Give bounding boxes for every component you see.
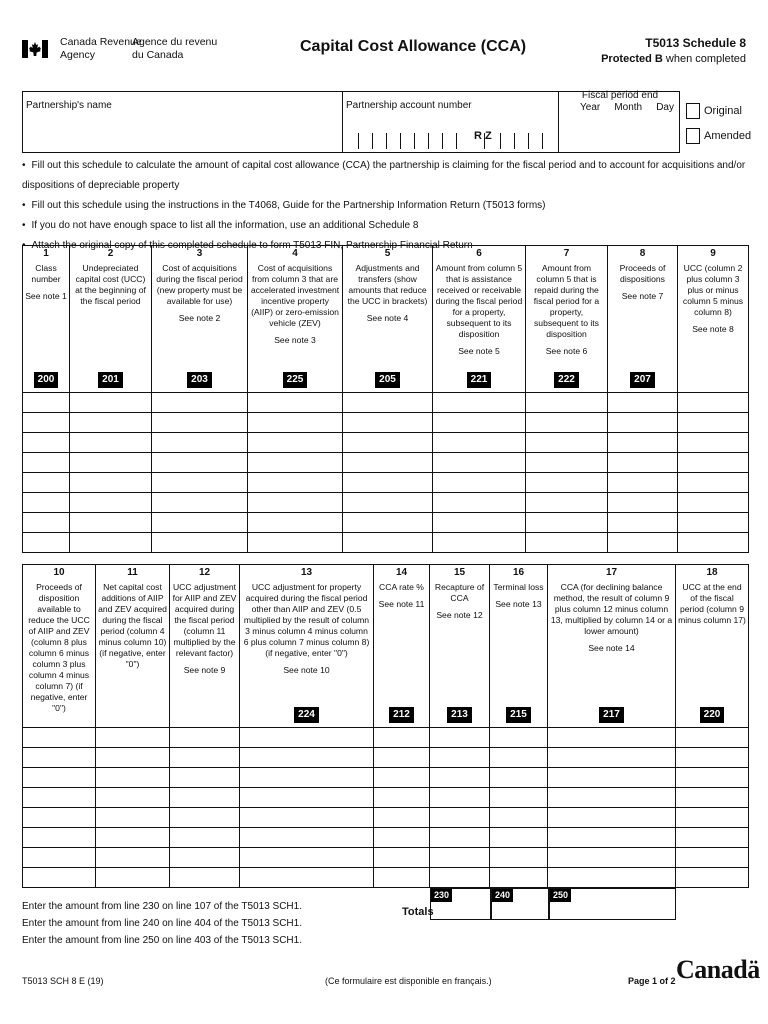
table-row [23, 473, 749, 493]
code-250: 250 [550, 889, 571, 902]
column-description: Proceeds of dispositions [619, 263, 666, 284]
table-cell[interactable] [374, 788, 430, 808]
table-cell[interactable] [433, 513, 526, 533]
table-cell[interactable] [343, 533, 433, 553]
table-cell[interactable] [608, 453, 678, 473]
table-cell[interactable] [676, 768, 749, 788]
column-note: See note 13 [495, 599, 542, 609]
table-cell[interactable] [343, 453, 433, 473]
table-cell[interactable] [548, 728, 676, 748]
table-cell[interactable] [490, 828, 548, 848]
instructions-list [22, 156, 768, 256]
line-code-207: 207 [630, 372, 655, 388]
table-cell[interactable] [430, 788, 490, 808]
table-cell[interactable] [240, 848, 374, 868]
table-cell[interactable] [526, 453, 608, 473]
table-cell[interactable] [23, 728, 96, 748]
table-row [23, 533, 749, 553]
table-cell[interactable] [23, 868, 96, 888]
table-cell[interactable] [548, 808, 676, 828]
table-cell[interactable] [676, 728, 749, 748]
table-cell[interactable] [608, 533, 678, 553]
column-note: See note 10 [283, 665, 330, 675]
table-cell[interactable] [490, 748, 548, 768]
cca-table-part-2 [22, 564, 749, 888]
column-description: UCC (column 2 plus column 3 plus or minus column 5 minus column 8) [682, 263, 744, 317]
table-cell[interactable] [96, 788, 170, 808]
table-cell[interactable] [526, 533, 608, 553]
column-description: Terminal loss [493, 582, 544, 592]
table-cell[interactable] [343, 513, 433, 533]
table-cell[interactable] [240, 868, 374, 888]
table-cell[interactable] [23, 493, 70, 513]
table-cell[interactable] [343, 493, 433, 513]
line-code-201: 201 [98, 372, 123, 388]
column-header-18 [676, 565, 749, 728]
table-cell[interactable] [96, 828, 170, 848]
column-note: See note 4 [366, 313, 409, 323]
table-cell[interactable] [548, 748, 676, 768]
table-cell[interactable] [490, 768, 548, 788]
column-header-16 [490, 565, 548, 728]
table-cell[interactable] [152, 393, 248, 413]
column-header-13 [240, 565, 374, 728]
cca-table-part-1 [22, 245, 749, 553]
column-description: Cost of acquisitions during the fiscal period (new property must be available for use) [156, 263, 243, 306]
month-label: Month [614, 102, 643, 113]
table-cell[interactable] [343, 433, 433, 453]
column-description: Cost of acquisitions from column 3 that are accelerated investment incentive property (AIIP) or zero-emission vehicle (ZEV) [250, 263, 340, 328]
column-header-4 [248, 246, 343, 393]
column-header-3 [152, 246, 248, 393]
table-cell[interactable] [430, 768, 490, 788]
canada-flag-icon [22, 40, 48, 58]
table-cell[interactable] [170, 788, 240, 808]
table-cell[interactable] [170, 868, 240, 888]
column-note: See note 7 [621, 291, 664, 301]
table-cell[interactable] [70, 453, 152, 473]
form-title: Capital Cost Allowance (CCA) [300, 38, 527, 55]
table-cell[interactable] [23, 768, 96, 788]
column-description: Amount from column 5 that is repaid during the fiscal period for a property, subsequent to its disposition [533, 263, 600, 339]
table-cell[interactable] [23, 433, 70, 453]
column-note: See note 1 [25, 291, 67, 301]
table-cell[interactable] [70, 533, 152, 553]
column-number: 16 [512, 567, 525, 578]
column-header-15 [430, 565, 490, 728]
table-cell[interactable] [170, 808, 240, 828]
column-note: See note 5 [458, 346, 500, 356]
table-cell[interactable] [430, 748, 490, 768]
column-number: 14 [395, 567, 408, 578]
column-number: 1 [43, 248, 49, 259]
column-description: Adjustments and transfers (show amounts that reduce the UCC in brackets) [347, 263, 428, 306]
table-cell[interactable] [608, 493, 678, 513]
column-note: See note 3 [274, 335, 316, 345]
table-cell[interactable] [430, 728, 490, 748]
form-number: T5013 SCH 8 E (19) [22, 976, 104, 986]
table-cell[interactable] [240, 728, 374, 748]
table-cell[interactable] [152, 413, 248, 433]
table-cell[interactable] [433, 453, 526, 473]
table-cell[interactable] [430, 868, 490, 888]
original-checkbox[interactable] [686, 103, 700, 119]
table-cell[interactable] [170, 748, 240, 768]
table-cell[interactable] [96, 868, 170, 888]
column-number: 3 [196, 248, 203, 259]
table-cell[interactable] [96, 748, 170, 768]
column-description: UCC adjustment for AIIP and ZEV acquired during the fiscal period (column 11 multiplied by the relevant factor) [172, 582, 237, 658]
table-row [23, 413, 749, 433]
column-number: 10 [53, 567, 65, 578]
french-availability-note: (Ce formulaire est disponible en français.) [325, 976, 492, 986]
column-note: See note 14 [588, 643, 635, 653]
column-number: 17 [605, 567, 618, 578]
column-number: 8 [639, 248, 646, 259]
line-code-212: 212 [389, 707, 414, 723]
table-cell[interactable] [374, 848, 430, 868]
table-cell[interactable] [608, 433, 678, 453]
table-cell[interactable] [23, 748, 96, 768]
protected-label: Protected B when completed [601, 53, 746, 65]
line-code-215: 215 [506, 707, 531, 723]
table-cell[interactable] [678, 453, 749, 473]
line-code-217: 217 [599, 707, 624, 723]
table-cell[interactable] [170, 828, 240, 848]
amended-checkbox[interactable] [686, 128, 700, 144]
table-row [23, 848, 749, 868]
table-row [23, 393, 749, 413]
table-cell[interactable] [676, 868, 749, 888]
code-230: 230 [431, 889, 452, 902]
column-header-7 [526, 246, 608, 393]
column-number: 5 [384, 248, 391, 259]
amended-label: Amended [704, 130, 752, 142]
column-header-2 [70, 246, 152, 393]
instruction-line-230: Enter the amount from line 230 on line 107 of the T5013 SCH1. [22, 901, 302, 912]
column-number: 9 [710, 248, 716, 259]
table-cell[interactable] [70, 433, 152, 453]
column-note: See note 9 [183, 665, 226, 675]
table-cell[interactable] [526, 433, 608, 453]
table-cell[interactable] [548, 768, 676, 788]
table-cell[interactable] [70, 493, 152, 513]
table-cell[interactable] [170, 848, 240, 868]
instruction-item: • If you do not have enough space to list all the information, use an additional Schedule 8 [22, 216, 768, 236]
column-header-11 [96, 565, 170, 728]
instruction-line-250: Enter the amount from line 250 on line 403 of the T5013 SCH1. [22, 935, 302, 946]
column-description: Net capital cost additions of AIIP and ZEV acquired during the fiscal period (column 4 minus column 10) (if negative, enter "0") [98, 582, 167, 669]
table-cell[interactable] [343, 393, 433, 413]
table-cell[interactable] [374, 808, 430, 828]
line-code-203: 203 [187, 372, 212, 388]
day-label: Day [656, 102, 674, 113]
canada-wordmark-logo: Canadä [676, 955, 760, 984]
table-cell[interactable] [433, 493, 526, 513]
column-note: See note 8 [692, 324, 734, 334]
table-cell[interactable] [433, 433, 526, 453]
table-cell[interactable] [240, 788, 374, 808]
column-description: UCC adjustment for property acquired during the fiscal period other than AIIP and ZEV (0.5 multiplied by the result of column 3 minus column 4 minus column 6 plus column 7 minus column 8) (if negative, enter "0") [243, 582, 370, 658]
table-cell[interactable] [70, 513, 152, 533]
schedule-name: T5013 Schedule 8 [645, 36, 746, 50]
table-cell[interactable] [430, 828, 490, 848]
total-240-field[interactable] [491, 888, 549, 920]
table-cell[interactable] [248, 533, 343, 553]
totals-label: Totals [402, 906, 434, 918]
column-description: Undepreciated capital cost (UCC) at the beginning of the fiscal period [75, 263, 146, 306]
table-cell[interactable] [526, 493, 608, 513]
table-cell[interactable] [678, 493, 749, 513]
page-number: Page 1 of 2 [628, 976, 676, 986]
column-number: 7 [563, 248, 570, 259]
table-cell[interactable] [248, 453, 343, 473]
table-cell[interactable] [23, 848, 96, 868]
table-cell[interactable] [526, 393, 608, 413]
table-cell[interactable] [70, 413, 152, 433]
column-number: 2 [107, 248, 114, 259]
table-cell[interactable] [374, 748, 430, 768]
column-header-6 [433, 246, 526, 393]
column-description: Class number [31, 263, 61, 284]
table-cell[interactable] [23, 828, 96, 848]
table-cell[interactable] [676, 788, 749, 808]
line-code-222: 222 [554, 372, 579, 388]
total-230-field[interactable] [430, 888, 491, 920]
column-note: See note 6 [545, 346, 588, 356]
table-cell[interactable] [490, 728, 548, 748]
table-cell[interactable] [526, 513, 608, 533]
table-cell[interactable] [678, 473, 749, 493]
table-cell[interactable] [96, 848, 170, 868]
table-cell[interactable] [490, 788, 548, 808]
table-row [23, 748, 749, 768]
line-code-205: 205 [375, 372, 400, 388]
table-cell[interactable] [248, 393, 343, 413]
table-cell[interactable] [152, 433, 248, 453]
column-header-14 [374, 565, 430, 728]
table-cell[interactable] [608, 413, 678, 433]
table-cell[interactable] [490, 808, 548, 828]
column-note: See note 12 [436, 610, 483, 620]
table-cell[interactable] [23, 788, 96, 808]
column-number: 11 [127, 567, 138, 578]
column-header-10 [23, 565, 96, 728]
table-cell[interactable] [678, 533, 749, 553]
column-number: 13 [300, 567, 313, 578]
table-cell[interactable] [526, 413, 608, 433]
table-cell[interactable] [152, 493, 248, 513]
agency-name-fr: Agence du revenu du Canada [132, 36, 218, 61]
table-row [23, 788, 749, 808]
table-row [23, 433, 749, 453]
table-cell[interactable] [170, 728, 240, 748]
table-cell[interactable] [96, 768, 170, 788]
table-cell[interactable] [152, 453, 248, 473]
table-cell[interactable] [433, 533, 526, 553]
table-row [23, 453, 749, 473]
column-description: Amount from column 5 that is assistance received or receivable during the fiscal period for a property, subsequent to its disposition [435, 263, 523, 339]
column-description: UCC at the end of the fiscal period (column 9 minus column 17) [678, 582, 746, 625]
table-cell[interactable] [678, 433, 749, 453]
table-cell[interactable] [152, 473, 248, 493]
column-header-8 [608, 246, 678, 393]
column-header-5 [343, 246, 433, 393]
column-description: Proceeds of disposition available to reduce the UCC of AIIP and ZEV (column 8 plus column 6 minus column 3 plus column 4 minus column 7) (if negative, enter "0") [28, 582, 90, 713]
table-row [23, 728, 749, 748]
column-number: 4 [292, 248, 298, 259]
column-number: 15 [453, 567, 466, 578]
table-cell[interactable] [433, 393, 526, 413]
table-cell[interactable] [343, 413, 433, 433]
code-240: 240 [492, 889, 513, 902]
table-cell[interactable] [96, 728, 170, 748]
column-header-1 [23, 246, 70, 393]
column-header-12 [170, 565, 240, 728]
line-code-224: 224 [294, 707, 319, 723]
table-cell[interactable] [608, 473, 678, 493]
table-cell[interactable] [240, 828, 374, 848]
agency-name-en: Canada Revenue Agency [60, 36, 142, 61]
table-cell[interactable] [490, 868, 548, 888]
table-cell[interactable] [248, 513, 343, 533]
instruction-line-240: Enter the amount from line 240 on line 404 of the T5013 SCH1. [22, 918, 302, 929]
instruction-item: • Fill out this schedule using the instructions in the T4068, Guide for the Partnership Information Return (T5013 forms) [22, 196, 768, 216]
table-cell[interactable] [23, 413, 70, 433]
column-number: 6 [476, 248, 482, 259]
table-cell[interactable] [676, 828, 749, 848]
rz-label: R Z [474, 130, 492, 142]
table-cell[interactable] [374, 868, 430, 888]
total-250-field[interactable] [549, 888, 676, 920]
table-cell[interactable] [23, 453, 70, 473]
table-cell[interactable] [248, 433, 343, 453]
table-cell[interactable] [374, 728, 430, 748]
line-code-200: 200 [34, 372, 59, 388]
line-code-213: 213 [447, 707, 472, 723]
column-note: See note 11 [378, 599, 425, 609]
column-note: See note 2 [178, 313, 221, 323]
column-description: CCA rate % [379, 582, 424, 592]
partnership-name-field[interactable]: Partnership's name [23, 92, 343, 152]
table-cell[interactable] [240, 808, 374, 828]
table-cell[interactable] [548, 848, 676, 868]
table-cell[interactable] [23, 473, 70, 493]
table-cell[interactable] [240, 768, 374, 788]
account-number-field[interactable]: Partnership account number [343, 92, 559, 152]
table-cell[interactable] [490, 848, 548, 868]
table-cell[interactable] [676, 748, 749, 768]
column-description: Recapture of CCA [434, 582, 485, 603]
column-header-9 [678, 246, 749, 393]
table-cell[interactable] [430, 808, 490, 828]
column-number: 12 [198, 567, 211, 578]
column-number: 18 [706, 567, 718, 578]
table-cell[interactable] [676, 808, 749, 828]
table-cell[interactable] [152, 513, 248, 533]
table-cell[interactable] [433, 413, 526, 433]
table-row [23, 868, 749, 888]
table-cell[interactable] [23, 533, 70, 553]
table-cell[interactable] [23, 513, 70, 533]
table-cell[interactable] [248, 493, 343, 513]
fiscal-period-header: Fiscal period end Year Month Day [580, 90, 674, 113]
table-cell[interactable] [676, 848, 749, 868]
table-cell[interactable] [678, 413, 749, 433]
table-cell[interactable] [96, 808, 170, 828]
line-code-221: 221 [467, 372, 492, 388]
line-code-220: 220 [700, 707, 725, 723]
table-cell[interactable] [374, 828, 430, 848]
table-cell[interactable] [548, 788, 676, 808]
table-cell[interactable] [170, 768, 240, 788]
table-cell[interactable] [548, 828, 676, 848]
table-cell[interactable] [248, 473, 343, 493]
table-cell[interactable] [608, 393, 678, 413]
table-cell[interactable] [70, 393, 152, 413]
line-code-225: 225 [283, 372, 308, 388]
table-cell[interactable] [343, 473, 433, 493]
table-cell[interactable] [152, 533, 248, 553]
column-description: CCA (for declining balance method, the result of column 9 plus column 12 minus column 13, multiplied by column 14 or a lower amount) [550, 582, 673, 636]
table-cell[interactable] [240, 748, 374, 768]
table-cell[interactable] [374, 768, 430, 788]
table-cell[interactable] [70, 473, 152, 493]
year-label: Year [580, 102, 601, 113]
table-cell[interactable] [433, 473, 526, 493]
instruction-item: • Attach the original copy of this completed schedule to form T5013 FIN, Partnership Financial Return [22, 236, 768, 256]
table-cell[interactable] [608, 513, 678, 533]
original-label: Original [704, 105, 742, 117]
table-cell[interactable] [23, 393, 70, 413]
table-cell[interactable] [526, 473, 608, 493]
instruction-item: • Fill out this schedule to calculate the amount of capital cost allowance (CCA) the partnership is claiming for the fiscal period and to account for acquisitions and/or dispositions of depreciable property [22, 156, 768, 196]
table-row [23, 828, 749, 848]
table-cell[interactable] [430, 848, 490, 868]
table-cell[interactable] [678, 393, 749, 413]
table-row [23, 808, 749, 828]
table-cell[interactable] [548, 868, 676, 888]
table-row [23, 513, 749, 533]
table-cell[interactable] [248, 413, 343, 433]
column-header-17 [548, 565, 676, 728]
table-row [23, 493, 749, 513]
table-cell[interactable] [678, 513, 749, 533]
table-row [23, 768, 749, 788]
table-cell[interactable] [23, 808, 96, 828]
